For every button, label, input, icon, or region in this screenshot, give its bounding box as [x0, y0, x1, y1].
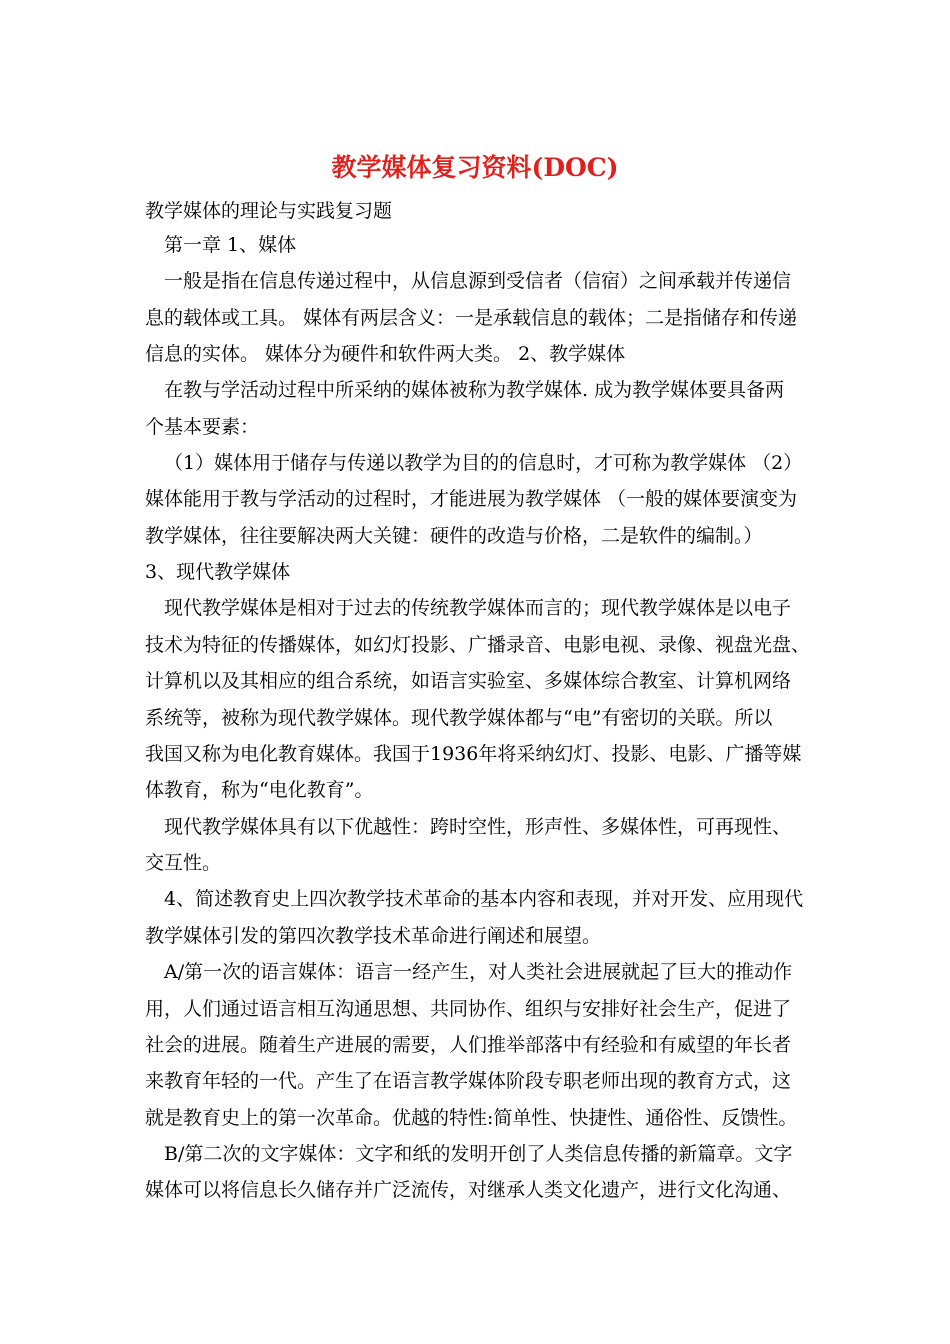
text-line: 4、简述教育史上四次教学技术革命的基本内容和表现，并对开发、应用现代: [164, 888, 804, 910]
text-line: 信息的实体。 媒体分为硬件和软件两大类。 2、教学媒体: [145, 343, 626, 365]
text-line: 个基本要素：: [145, 416, 260, 438]
text-line: 一般是指在信息传递过程中，从信息源到受信者（信宿）之间承载并传递信: [164, 270, 792, 292]
text-line: 媒体可以将信息长久储存并广泛流传，对继承人类文化遗产，进行文化沟通、: [145, 1179, 792, 1201]
text-line: 现代教学媒体是相对于过去的传统教学媒体而言的；现代教学媒体是以电子: [164, 597, 792, 619]
text-line: 就是教育史上的第一次革命。优越的特性:简单性、快捷性、通俗性、反馈性。: [145, 1107, 798, 1129]
text-line: 社会的进展。随着生产进展的需要，人们推举部落中有经验和有威望的年长者: [145, 1034, 792, 1056]
text-line: 息的载体或工具。 媒体有两层含义：一是承载信息的载体；二是指储存和传递: [145, 307, 798, 329]
text-line: 媒体能用于教与学活动的过程时，才能进展为教学媒体 （一般的媒体要演变为: [145, 488, 798, 510]
text-line: 我国又称为电化教育媒体。我国于1936年将采纳幻灯、投影、电影、广播等媒: [145, 743, 802, 765]
text-line: 计算机以及其相应的组合系统，如语言实验室、多媒体综合教室、计算机网络: [145, 670, 792, 692]
text-line: 教学媒体，往往要解决两大关键：硬件的改造与价格，二是软件的编制。）: [145, 525, 763, 547]
text-line: 交互性。: [145, 852, 222, 874]
text-line: 系统等，被称为现代教学媒体。现代教学媒体都与“电”有密切的关联。所以: [145, 707, 773, 729]
text-line: 第一章 1、媒体: [164, 234, 297, 256]
text-line: 体教育，称为“电化教育”。: [145, 779, 374, 801]
document-title: 教学媒体复习资料(DOC): [331, 153, 619, 182]
text-line: （1）媒体用于储存与传递以教学为目的的信息时，才可称为教学媒体 （2）: [164, 452, 803, 474]
text-line: 教学媒体引发的第四次教学技术革命进行阐述和展望。: [145, 925, 602, 947]
text-line: 现代教学媒体具有以下优越性：跨时空性，形声性、多媒体性，可再现性、: [164, 816, 792, 838]
text-line: 教学媒体的理论与实践复习题: [145, 200, 393, 222]
text-line: 3、现代教学媒体: [145, 561, 291, 583]
text-line: A/第一次的语言媒体：语言一经产生，对人类社会进展就起了巨大的推动作: [164, 961, 793, 983]
text-line: 来教育年轻的一代。产生了在语言教学媒体阶段专职老师出现的教育方式，这: [145, 1070, 792, 1092]
text-line: 用，人们通过语言相互沟通思想、共同协作、组织与安排好社会生产，促进了: [145, 998, 792, 1020]
text-line: B/第二次的文字媒体：文字和纸的发明开创了人类信息传播的新篇章。文字: [164, 1143, 793, 1165]
text-line: 在教与学活动过程中所采纳的媒体被称为教学媒体. 成为教学媒体要具备两: [164, 379, 785, 401]
text-line: 技术为特征的传播媒体，如幻灯投影、广播录音、电影电视、录像、视盘光盘、: [145, 634, 811, 656]
